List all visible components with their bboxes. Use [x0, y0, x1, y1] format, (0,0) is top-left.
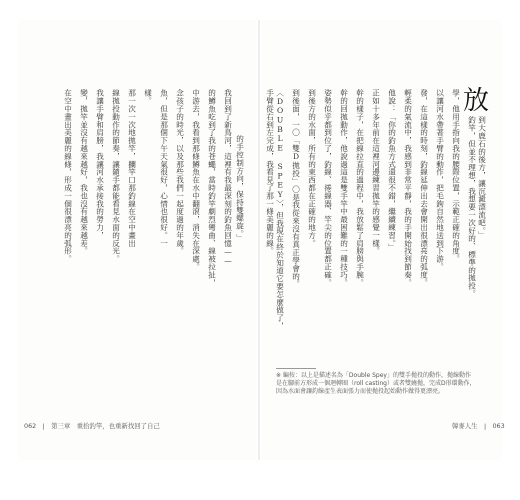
text-column: 輕柔的氣流中，我感到非常平靜，我的手開始找到節奏。 [403, 89, 413, 287]
text-column: 那一次一次地拋竿，攔竿口那釣線在空中畫出 [127, 89, 137, 247]
page-gutter [258, 20, 260, 460]
footnote-rule [276, 368, 316, 369]
text-column: 到後面，一〇「雙D拋投」〇是我從來沒有真正學會的。 [291, 89, 301, 288]
text-column: 〈DOUBLE SPEY〉，但我現在終於知道它要怎麼做了， [275, 89, 285, 330]
text-column: 我回到了新鳥河，這裡有我最深刻的釣魚回憶—— [223, 89, 233, 266]
left-page [18, 20, 256, 460]
text-column: 釣竿，但並不理想，我想要一次好的、標準的拋投。 [467, 116, 477, 298]
text-column: 念孩子的時光，以及那些我們一起度過的年歲。 [175, 89, 185, 255]
text-column: 姿勢似乎都到位了，釣線、捲線器、竿尖的位置都正確。 [323, 89, 333, 287]
text-column: 線拋投動作的節奏，讓隨手都能看見水面的反光。 [111, 89, 121, 263]
text-column: 到大鹿石的後方，讓沉澱漂流吧。」 [477, 116, 487, 239]
text-column: 在空中畫出美麗的線條，形成一個很漂亮的弧形。 [63, 89, 73, 263]
text-column: 正如十多年前在這裡河邊練習拋竿的感覺一樣。 [371, 89, 381, 255]
footnote: ※ 編按：以上是描述名為「Double Spey」的雙手拋投的動作，拋線動作是在腳前方形成一個迴轉圈（roll casting）或者雙繞拋，完成D形環動作，因為水面會讓釣線產生表面張力而使拋投起始動作做得更漂亮。 [276, 372, 476, 395]
text-column: 幹的樣子，在把線拉直的過程中，我放鬆了肩膀與手腕。 [355, 89, 365, 287]
text-column: 的手控制方向，保持雙螺旋。」 [235, 135, 245, 242]
right-folio: 韓麥人生 | 063 [452, 422, 505, 430]
text-column: 魚，但是那個下午天氣很好，心情也很好。一 [159, 89, 169, 247]
text-column: 到後方的水面，所有的東西都在正確的地方。 [307, 89, 317, 247]
text-column: 學，他用手指向我的腰際位置，示範正確的角度。 [451, 89, 461, 263]
text-column: 手臂從右到左完成，我看見了那一條美麗的線。 [265, 89, 275, 255]
text-column: 樣。 [143, 89, 153, 105]
drop-cap: 放 [463, 86, 490, 116]
text-column: 我讓手臂和肩膀，我讓河水承接我的勞力， [95, 89, 105, 240]
text-column: 他說：「你的釣魚方式還很不錯，繼續練習。」 [387, 89, 397, 252]
text-column: 發，在這樣的時刻，釣線延伸出去會開出很漂亮的弧度。 [419, 89, 429, 287]
text-column: 的鱒魚吃到了我的苍蠅，當時釣竿劇烈彎曲、線被拉扯， [207, 89, 217, 287]
text-column: 以讓河水帶著手臂的動作，把毛鉤自然地送到下游。 [435, 89, 445, 271]
text-column: 中游去，我看到那條鱒魚在水中翻滾，消失在深處。 [191, 89, 201, 271]
text-column: 幹的回拋動作，他說過這是雙手竿中最困難的一種技巧。 [339, 89, 349, 287]
text-column: 變，拋竿並沒有越來越好，我也沒有越來越差。 [79, 89, 89, 255]
left-folio: 062 | 第三章 重拾釣竿，也重新找回了自己 [24, 422, 160, 430]
